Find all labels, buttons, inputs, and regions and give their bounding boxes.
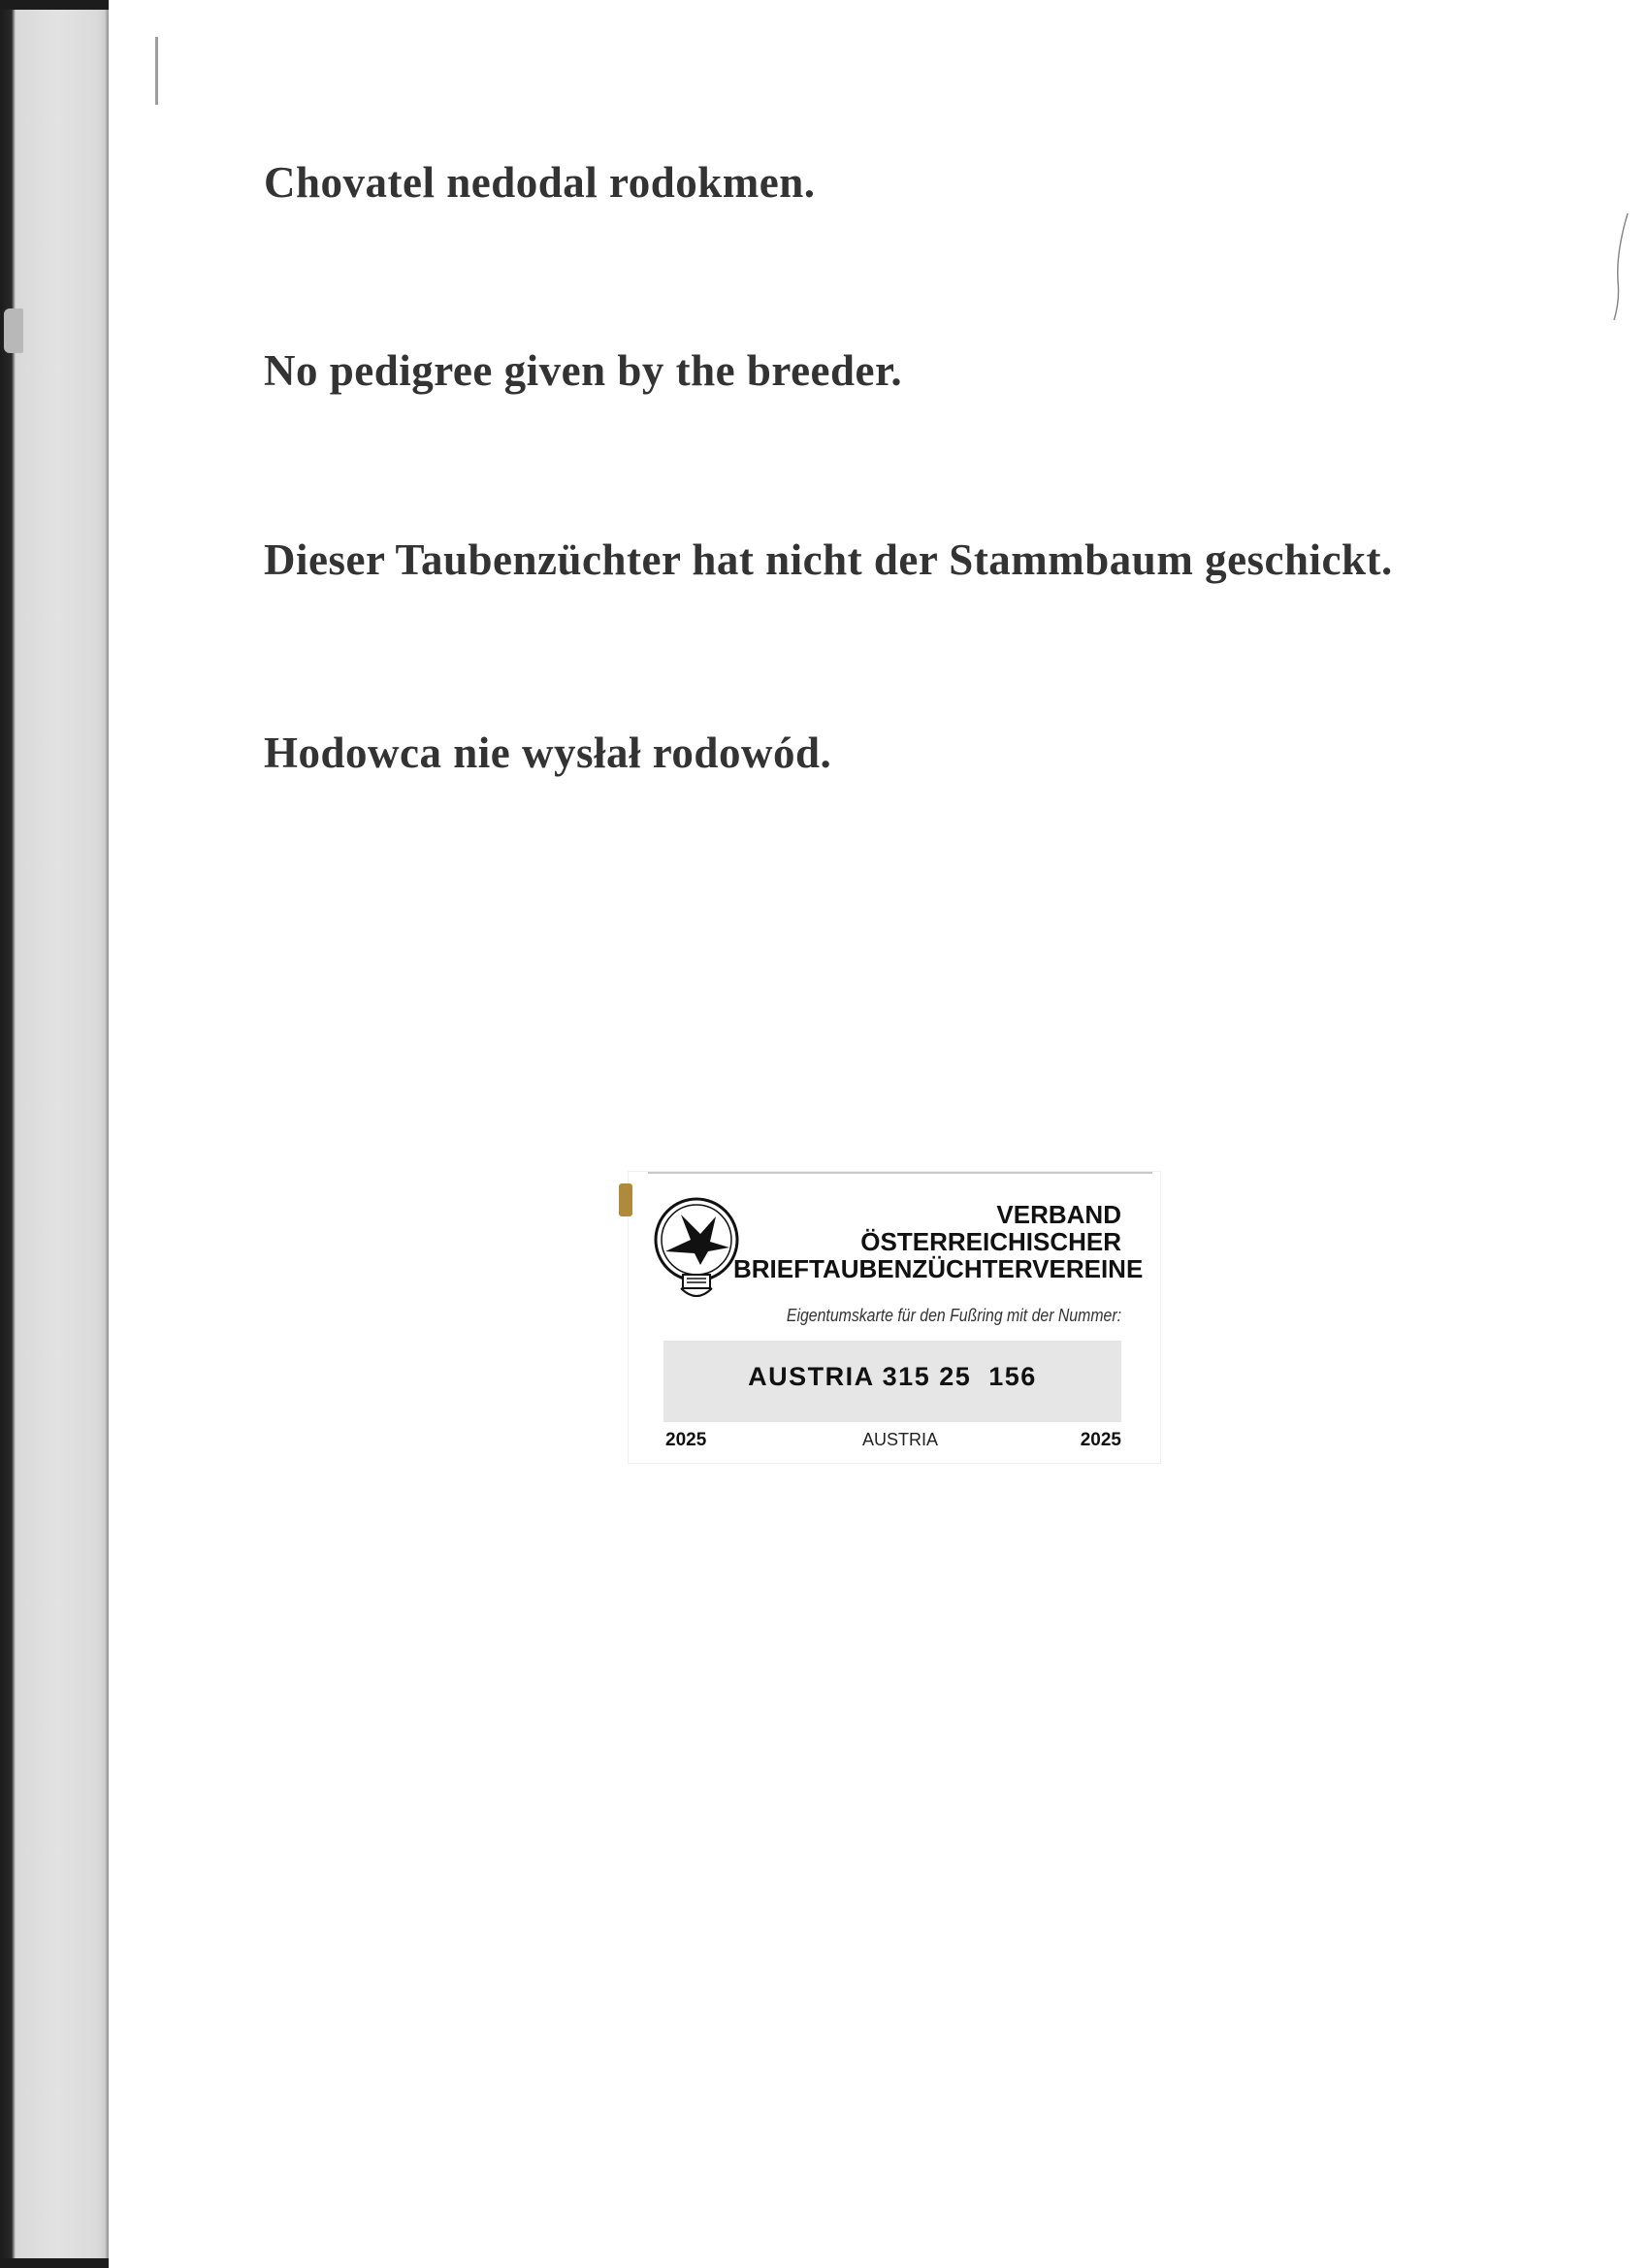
ownership-caption: Eigentumskarte für den Fußring mit der Nummer: xyxy=(786,1306,1121,1325)
organization-name xyxy=(733,1200,1144,1283)
scanner-top-border xyxy=(0,0,109,10)
year-left: 2025 xyxy=(665,1430,707,1450)
card-edge xyxy=(648,1172,1152,1174)
ring-number-box xyxy=(663,1341,1121,1422)
margin-mark xyxy=(155,37,158,105)
pigeon-emblem-icon xyxy=(652,1195,743,1304)
year-right: 2025 xyxy=(1080,1430,1121,1450)
notice-german: Dieser Taubenzüchter hat nicht der Stammbaum geschickt. xyxy=(264,535,1393,584)
notice-polish: Hodowca nie wysłał rodowód. xyxy=(264,729,832,777)
scanner-bottom-border xyxy=(0,2258,109,2268)
notice-czech: Chovatel nedodal rodokmen. xyxy=(264,158,816,207)
org-line-2: ÖSTERREICHISCHER xyxy=(860,1227,1121,1256)
org-line-1: VERBAND xyxy=(996,1200,1121,1229)
edge-pencil-mark xyxy=(1610,213,1632,320)
ring-ownership-card xyxy=(629,1172,1160,1463)
notice-english: No pedigree given by the breeder. xyxy=(264,346,903,395)
ring-number: AUSTRIA 315 25 156 xyxy=(748,1362,1037,1391)
country-label: AUSTRIA xyxy=(861,1430,938,1449)
binder-clip-mark xyxy=(4,308,23,353)
tape-stain xyxy=(619,1183,632,1216)
org-line-3: BRIEFTAUBENZÜCHTERVEREINE xyxy=(733,1254,1144,1283)
